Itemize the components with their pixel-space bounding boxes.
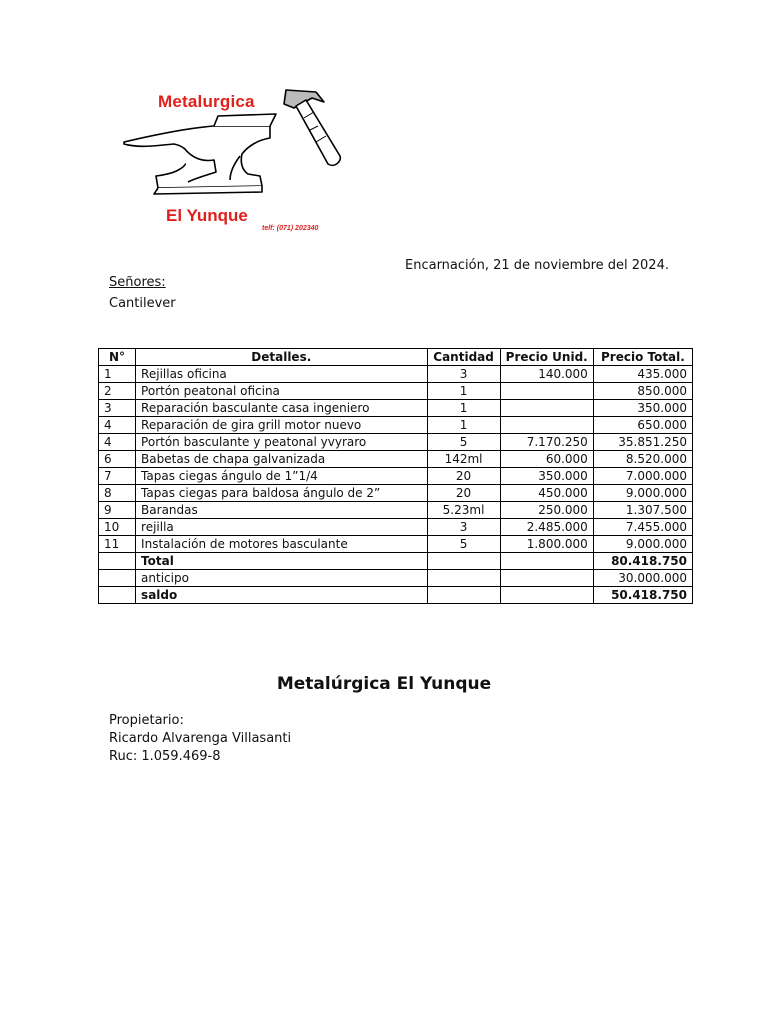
table-row	[99, 502, 693, 519]
row-total-price: 350.000	[593, 400, 692, 417]
table-row	[99, 536, 693, 553]
balance-row	[99, 587, 693, 604]
row-unit-price: 250.000	[500, 502, 593, 519]
logo-phone: telf: (071) 202340	[262, 225, 319, 232]
row-quantity: 5	[427, 536, 500, 553]
row-unit-price: 7.170.250	[500, 434, 593, 451]
owner-name: Ricardo Alvarenga Villasanti	[109, 731, 292, 746]
row-number: 3	[99, 400, 136, 417]
row-total-price: 35.851.250	[593, 434, 692, 451]
table-row	[99, 417, 693, 434]
row-detail: Instalación de motores basculante	[136, 536, 427, 553]
table-row	[99, 434, 693, 451]
row-detail: Barandas	[136, 502, 427, 519]
row-unit-price: 140.000	[500, 366, 593, 383]
owner-label: Propietario:	[109, 713, 184, 728]
row-unit-price: 350.000	[500, 468, 593, 485]
row-quantity: 142ml	[427, 451, 500, 468]
advance-row	[99, 570, 693, 587]
advance-value: 30.000.000	[593, 570, 692, 587]
row-detail: Reparación de gira grill motor nuevo	[136, 417, 427, 434]
logo-title: Metalurgica	[158, 92, 255, 111]
total-value: 80.418.750	[593, 553, 692, 570]
row-number: 4	[99, 417, 136, 434]
row-total-price: 435.000	[593, 366, 692, 383]
table-row	[99, 366, 693, 383]
date-line: Encarnación, 21 de noviembre del 2024.	[405, 258, 669, 273]
row-unit-price: 450.000	[500, 485, 593, 502]
header-quantity: Cantidad	[427, 349, 500, 366]
row-unit-price	[500, 417, 593, 434]
row-unit-price	[500, 383, 593, 400]
company-logo	[118, 86, 348, 242]
table-row	[99, 519, 693, 536]
hammer-icon	[284, 90, 340, 165]
row-quantity: 3	[427, 366, 500, 383]
row-quantity: 3	[427, 519, 500, 536]
table-row	[99, 383, 693, 400]
anvil-icon	[124, 114, 276, 194]
row-detail: Tapas ciegas ángulo de 1”1/4	[136, 468, 427, 485]
row-detail: Portón basculante y peatonal yvyraro	[136, 434, 427, 451]
row-number: 9	[99, 502, 136, 519]
row-number: 6	[99, 451, 136, 468]
row-total-price: 7.455.000	[593, 519, 692, 536]
row-number: 8	[99, 485, 136, 502]
row-quantity: 1	[427, 383, 500, 400]
owner-ruc: Ruc: 1.059.469-8	[109, 749, 221, 764]
row-number: 7	[99, 468, 136, 485]
invoice-table	[98, 348, 693, 604]
row-unit-price	[500, 400, 593, 417]
recipient-label: Señores:	[109, 275, 166, 290]
row-total-price: 1.307.500	[593, 502, 692, 519]
balance-label: saldo	[136, 587, 427, 604]
header-total-price: Precio Total.	[593, 349, 692, 366]
total-label: Total	[136, 553, 427, 570]
row-number: 11	[99, 536, 136, 553]
row-total-price: 7.000.000	[593, 468, 692, 485]
company-signature-name: Metalúrgica El Yunque	[276, 674, 492, 694]
header-unit-price: Precio Unid.	[500, 349, 593, 366]
logo-name: El Yunque	[166, 206, 248, 225]
header-number: N°	[99, 349, 136, 366]
row-unit-price: 1.800.000	[500, 536, 593, 553]
row-detail: Tapas ciegas para baldosa ángulo de 2”	[136, 485, 427, 502]
balance-value: 50.418.750	[593, 587, 692, 604]
row-detail: Portón peatonal oficina	[136, 383, 427, 400]
total-row	[99, 553, 693, 570]
row-detail: Reparación basculante casa ingeniero	[136, 400, 427, 417]
row-number: 2	[99, 383, 136, 400]
row-unit-price: 60.000	[500, 451, 593, 468]
table-row	[99, 451, 693, 468]
row-quantity: 20	[427, 485, 500, 502]
table-row	[99, 400, 693, 417]
row-total-price: 650.000	[593, 417, 692, 434]
table-row	[99, 485, 693, 502]
row-unit-price: 2.485.000	[500, 519, 593, 536]
row-quantity: 1	[427, 417, 500, 434]
row-total-price: 9.000.000	[593, 536, 692, 553]
row-detail: rejilla	[136, 519, 427, 536]
row-quantity: 1	[427, 400, 500, 417]
row-quantity: 5	[427, 434, 500, 451]
row-total-price: 850.000	[593, 383, 692, 400]
row-number: 10	[99, 519, 136, 536]
row-quantity: 20	[427, 468, 500, 485]
row-number: 4	[99, 434, 136, 451]
row-total-price: 8.520.000	[593, 451, 692, 468]
row-total-price: 9.000.000	[593, 485, 692, 502]
recipient-name: Cantilever	[109, 296, 176, 311]
table-header-row	[99, 349, 693, 366]
table-row	[99, 468, 693, 485]
row-detail: Babetas de chapa galvanizada	[136, 451, 427, 468]
row-quantity: 5.23ml	[427, 502, 500, 519]
row-number: 1	[99, 366, 136, 383]
row-detail: Rejillas oficina	[136, 366, 427, 383]
advance-label: anticipo	[136, 570, 427, 587]
header-details: Detalles.	[136, 349, 427, 366]
